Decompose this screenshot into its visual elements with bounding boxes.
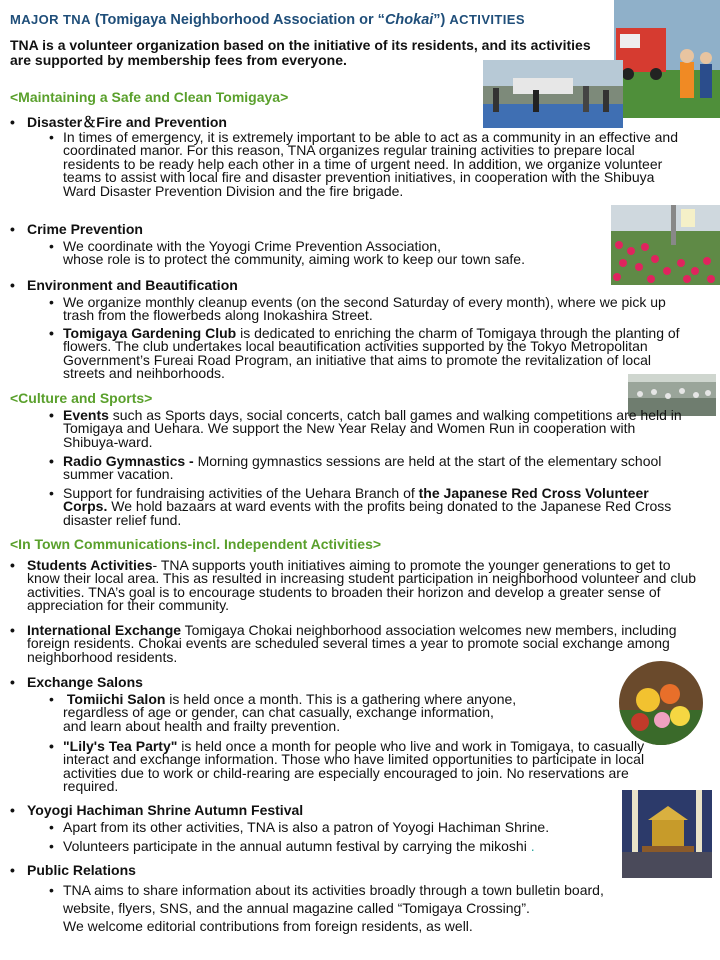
- section-heading-culture: <Culture and Sports>: [10, 390, 153, 406]
- bullet-exchange-salons: • Exchange Salons: [10, 674, 143, 690]
- bullet-disaster: • Disaster＆Fire and Prevention: [10, 112, 227, 132]
- tea-party-photo: [618, 660, 704, 746]
- mikoshi-text: • Volunteers participate in the annual autumn festival by carrying the mikoshi .: [49, 838, 535, 854]
- bullet-environment: • Environment and Beautification: [10, 277, 238, 293]
- students-text: • Students Activities- TNA supports youth initiatives aiming to promote the younger generations to get to know their local area. This as resulted in increasing student participation in neighborhood volunteer and club activities. TNA’s goal is to encourage students to broaden their horizon and develop a greater sense of appreciation for their community.: [10, 557, 697, 614]
- fire-training-photo: [614, 0, 720, 118]
- public-relations-text: • TNA aims to share information about its activities broadly through a town bulletin board, website, flyers, SNS, and the annual magazine called “Tomigaya Crossing”. We welcome editorial contributions from foreign residents, as well.: [49, 882, 604, 934]
- shrine-patron-text: • Apart from its other activities, TNA is also a patron of Yoyogi Hachiman Shrine.: [49, 819, 550, 835]
- events-text: • Events such as Sports days, social concerts, catch ball games and walking competitions are held in Tomigaya and Uehara. We support the New Year Relay and Women Run in cooperation with Shibuya-ward.: [49, 407, 682, 450]
- lily-tea-party-text: • "Lily's Tea Party" is held once a month for people who live and work in Tomigaya, to casually interact and exchange information. Those who have limited opportunities to participate in local activities due to work or child-rearing are especially encouraged to join. No reservations are required.: [49, 738, 645, 795]
- section-heading-town: <In Town Communications-incl. Independent Activities>: [10, 536, 382, 552]
- bullet-crime: • Crime Prevention: [10, 221, 143, 237]
- disaster-text: • In times of emergency, it is extremely important to be able to act as a community in an effective and coordinated manor. For this reason, TNA organizes regular training activities to prepare local residents to be ready help each other in a time of urgent need. In addition, we organize volunteer teams to assist with local fire and disaster prevention initiatives, in cooperation with the Shibuya Ward Disaster Prevention Division and the fire brigade.: [49, 129, 678, 199]
- section-heading-safe: <Maintaining a Safe and Clean Tomigaya>: [10, 89, 289, 105]
- intro-text: TNA is a volunteer organization based on the initiative of its residents, and its activities are supported by membership fees from everyone.: [10, 37, 591, 68]
- tomiichi-salon-text: • Tomiichi Salon is held once a month. This is a gathering where anyone, regardless of age or gender, can chat casually, exchange information, and learn about health and frailty prevention.: [49, 691, 517, 734]
- bullet-shrine-festival: • Yoyogi Hachiman Shrine Autumn Festival: [10, 802, 303, 818]
- flowerbed-photo: [611, 205, 720, 285]
- gardening-text: • Tomigaya Gardening Club is dedicated to enriching the charm of Tomigaya through the planting of flowers. The club undertakes local beautification activities supported by the Tokyo Metropolitan Government’s Fureai Road Program, an initiative that aims to promote the revitalization of local streets and neihborhoods.: [49, 325, 680, 382]
- crime-text: • We coordinate with the Yoyogi Crime Prevention Association, whose role is to protect the community, aiming work to keep our town safe.: [49, 238, 525, 268]
- disaster-drill-photo: [483, 60, 623, 128]
- cleanup-text: • We organize monthly cleanup events (on the second Saturday of every month), where we pick up trash from the flowerbeds along Inokashira Street.: [49, 294, 666, 324]
- red-cross-text: • Support for fundraising activities of the Uehara Branch of the Japanese Red Cross Volunteer Corps. We hold bazaars at ward events with the profits being donated to the Japanese Red Cross disaster relief fund.: [49, 485, 672, 528]
- page-title: MAJOR TNA (Tomigaya Neighborhood Association or “Chokai”) ACTIVITIES: [10, 12, 525, 28]
- radio-gymnastics-text: • Radio Gymnastics - Morning gymnastics sessions are held at the start of the elementary school summer vacation.: [49, 453, 662, 483]
- bullet-public-relations: • Public Relations: [10, 862, 136, 878]
- international-text: • International Exchange Tomigaya Chokai neighborhood association welcomes new members, including foreign residents. Chokai events are scheduled several times a year to promote social exchange among neighborhood residents.: [10, 622, 677, 665]
